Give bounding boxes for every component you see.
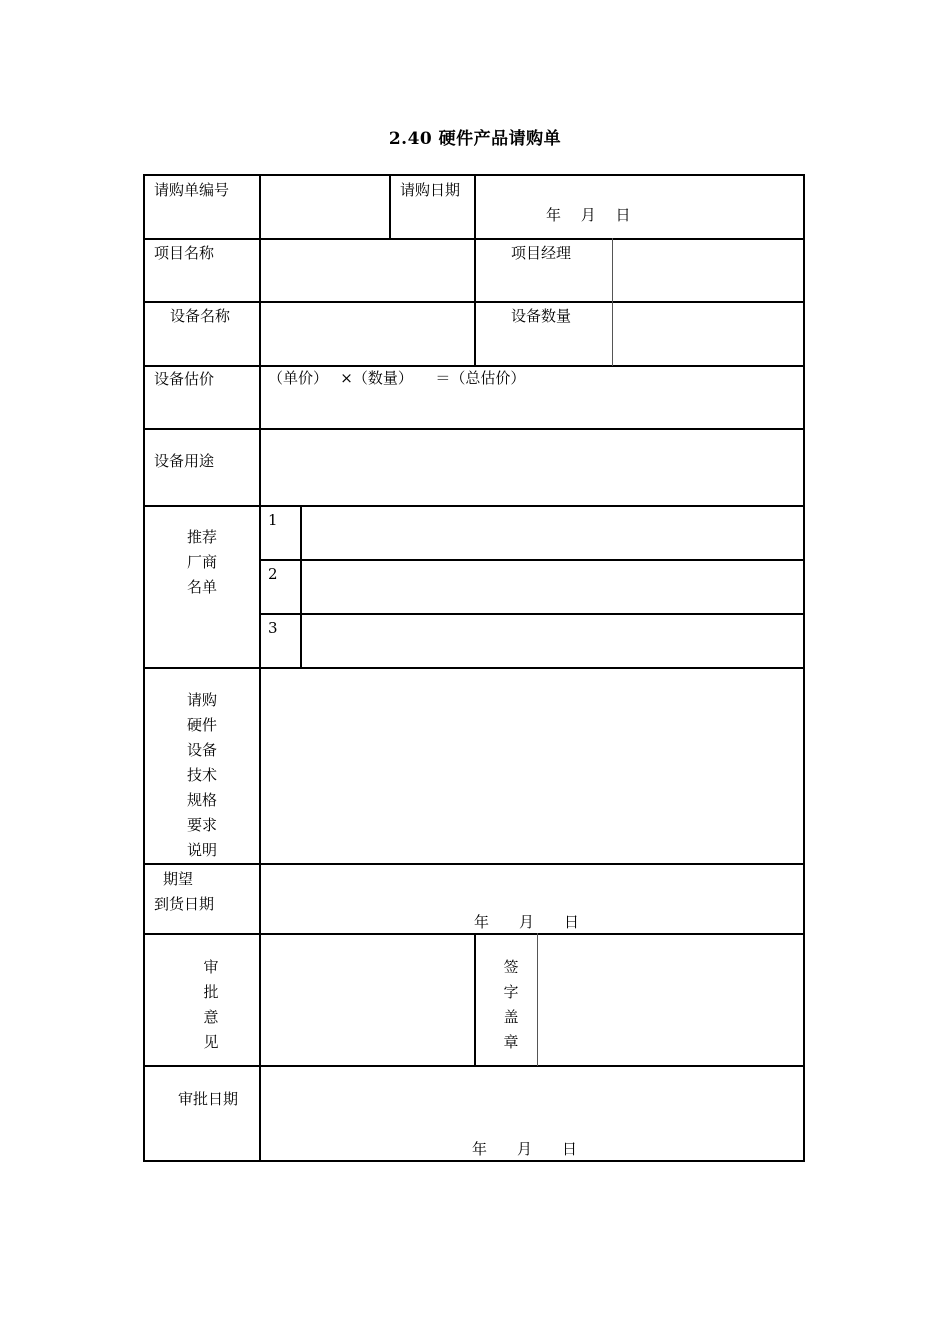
approval-opinion-label: 审 批 意 见 <box>203 958 219 1051</box>
page-title: 2.40 硬件产品请购单 <box>388 129 562 149</box>
order-number-label: 请购单编号 <box>154 181 230 199</box>
device-quantity-label: 设备数量 <box>511 307 572 325</box>
row-divider <box>145 863 803 865</box>
device-name-label: 设备名称 <box>170 307 231 325</box>
purchase-request-form <box>143 174 805 1162</box>
expected-date-label-line2: 到货日期 <box>154 895 215 913</box>
expected-date-value[interactable]: 年 月 日 <box>474 913 580 931</box>
request-date-value[interactable]: 年 月 日 <box>546 206 631 224</box>
purpose-input[interactable] <box>261 430 803 505</box>
device-quantity-input[interactable] <box>614 303 803 365</box>
vendors-label: 推荐 厂商 名单 <box>186 528 217 596</box>
spec-input[interactable] <box>261 669 803 863</box>
request-date-label: 请购日期 <box>400 181 461 199</box>
estimate-label: 设备估价 <box>154 370 215 388</box>
column-divider <box>300 505 302 668</box>
spec-label: 请购 硬件 设备 技术 规格 要求 说明 <box>186 691 217 859</box>
project-manager-input[interactable] <box>614 240 803 301</box>
approval-opinion-input[interactable] <box>261 935 473 1065</box>
vendor-row-number: 1 <box>268 511 278 529</box>
signature-seal-input[interactable] <box>539 935 803 1065</box>
vendor-1-input[interactable] <box>303 507 803 559</box>
approval-date-label: 审批日期 <box>178 1090 239 1108</box>
device-name-input[interactable] <box>261 303 473 365</box>
column-divider <box>389 176 391 239</box>
expected-date-label-line1: 期望 <box>163 870 194 888</box>
column-divider <box>474 238 476 366</box>
column-divider <box>537 933 538 1066</box>
column-divider <box>474 933 476 1066</box>
estimate-formula[interactable]: （单价） ×（数量） ＝（总估价） <box>268 369 526 387</box>
project-manager-label: 项目经理 <box>511 244 572 262</box>
purpose-label: 设备用途 <box>154 452 215 470</box>
column-divider <box>474 176 476 239</box>
project-name-label: 项目名称 <box>154 244 215 262</box>
column-divider <box>612 238 613 366</box>
vendor-row-number: 3 <box>268 619 278 637</box>
order-number-input[interactable] <box>261 176 388 238</box>
vendor-3-input[interactable] <box>303 615 803 667</box>
project-name-input[interactable] <box>261 240 473 301</box>
approval-date-value[interactable]: 年 月 日 <box>472 1140 578 1158</box>
signature-seal-label: 签 字 盖 章 <box>503 958 519 1051</box>
vendor-2-input[interactable] <box>303 561 803 613</box>
vendor-row-number: 2 <box>268 565 278 583</box>
